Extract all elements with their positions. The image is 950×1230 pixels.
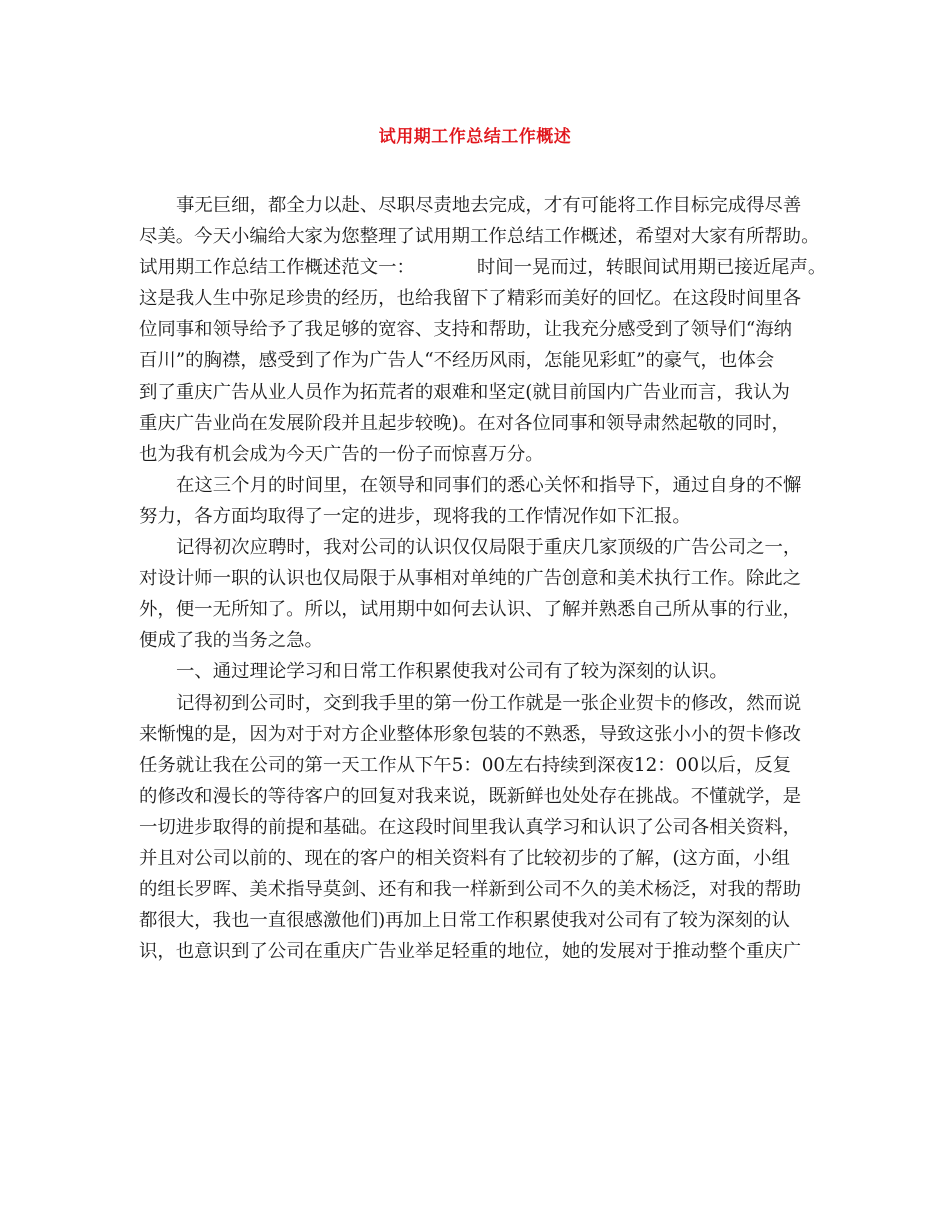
paragraph-line: 事无巨细，都全力以赴、尽职尽责地去完成，才有可能将工作目标完成得尽善	[176, 195, 802, 216]
paragraph-line: 的组长罗晖、美术指导莫剑、还有和我一样新到公司不久的美术杨泛，对我的帮助	[139, 879, 802, 901]
paragraph-text: 时间一晃而过，转眼间试用期已接近尾声。	[476, 257, 827, 279]
paragraph-line: 记得初次应聘时，我对公司的认识仅仅局限于重庆几家顶级的广告公司之一，	[176, 537, 802, 559]
paragraph-line: 对设计师一职的认识也仅局限于从事相对单纯的广告创意和美术执行工作。除此之	[139, 568, 802, 590]
document-body	[139, 190, 827, 967]
paragraph-line: 便成了我的当务之急。	[139, 630, 323, 652]
paragraph-line: 到了重庆广告从业人员作为拓荒者的艰难和坚定(就目前国内广告业而言，我认为	[139, 381, 790, 403]
paragraph-line: 也为我有机会成为今天广告的一份子而惊喜万分。	[139, 443, 544, 465]
paragraph-line: 都很大，我也一直很感激他们)再加上日常工作积累使我对公司有了较为深刻的认	[139, 910, 790, 932]
paragraph-line	[139, 252, 827, 283]
paragraph-line: 并且对公司以前的、现在的客户的相关资料有了比较初步的了解，(这方面，小组	[139, 847, 790, 869]
paragraph-line: 一切进步取得的前提和基础。在这段时间里我认真学习和认识了公司各相关资料，	[139, 816, 802, 838]
paragraph-line: 这是我人生中弥足珍贵的经历，也给我留下了精彩而美好的回忆。在这段时间里各	[139, 288, 802, 310]
paragraph-line: 重庆广告业尚在发展阶段并且起步较晚)。在对各位同事和领导肃然起敬的同时，	[139, 412, 790, 434]
paragraph-line: 来惭愧的是，因为对于对方企业整体形象包装的不熟悉，导致这张小小的贺卡修改	[139, 723, 802, 745]
paragraph-line: 外，便一无所知了。所以，试用期中如何去认识、了解并熟悉自己所从事的行业，	[139, 599, 802, 621]
section-heading-line: 一、通过理论学习和日常工作积累使我对公司有了较为深刻的认识。	[176, 661, 728, 683]
document-title: 试用期工作总结工作概述	[378, 127, 572, 147]
paragraph-line: 的修改和漫长的等待客户的回复对我来说，既新鲜也处处存在挑战。不懂就学，是	[139, 785, 802, 807]
paragraph-line: 在这三个月的时间里，在领导和同事们的悉心关怀和指导下，通过自身的不懈	[176, 474, 802, 496]
paragraph-line: 努力，各方面均取得了一定的进步，现将我的工作情况作如下汇报。	[139, 505, 691, 527]
paragraph-line: 位同事和领导给予了我足够的宽容、支持和帮助，让我充分感受到了领导们“海纳	[139, 319, 793, 341]
paragraph-line: 百川”的胸襟，感受到了作为广告人“不经历风雨，怎能见彩虹”的豪气，也体会	[139, 350, 775, 372]
paragraph-line: 尽美。今天小编给大家为您整理了试用期工作总结工作概述，希望对大家有所帮助。	[139, 226, 820, 248]
paragraph-line: 任务就让我在公司的第一天工作从下午5：00左右持续到深夜12：00以后，反复	[139, 754, 792, 776]
paragraph-line: 记得初到公司时，交到我手里的第一份工作就是一张企业贺卡的修改，然而说	[176, 692, 802, 714]
section-heading: 试用期工作总结工作概述范文一：	[139, 257, 415, 279]
paragraph-line: 识，也意识到了公司在重庆广告业举足轻重的地位，她的发展对于推动整个重庆广	[139, 941, 802, 963]
